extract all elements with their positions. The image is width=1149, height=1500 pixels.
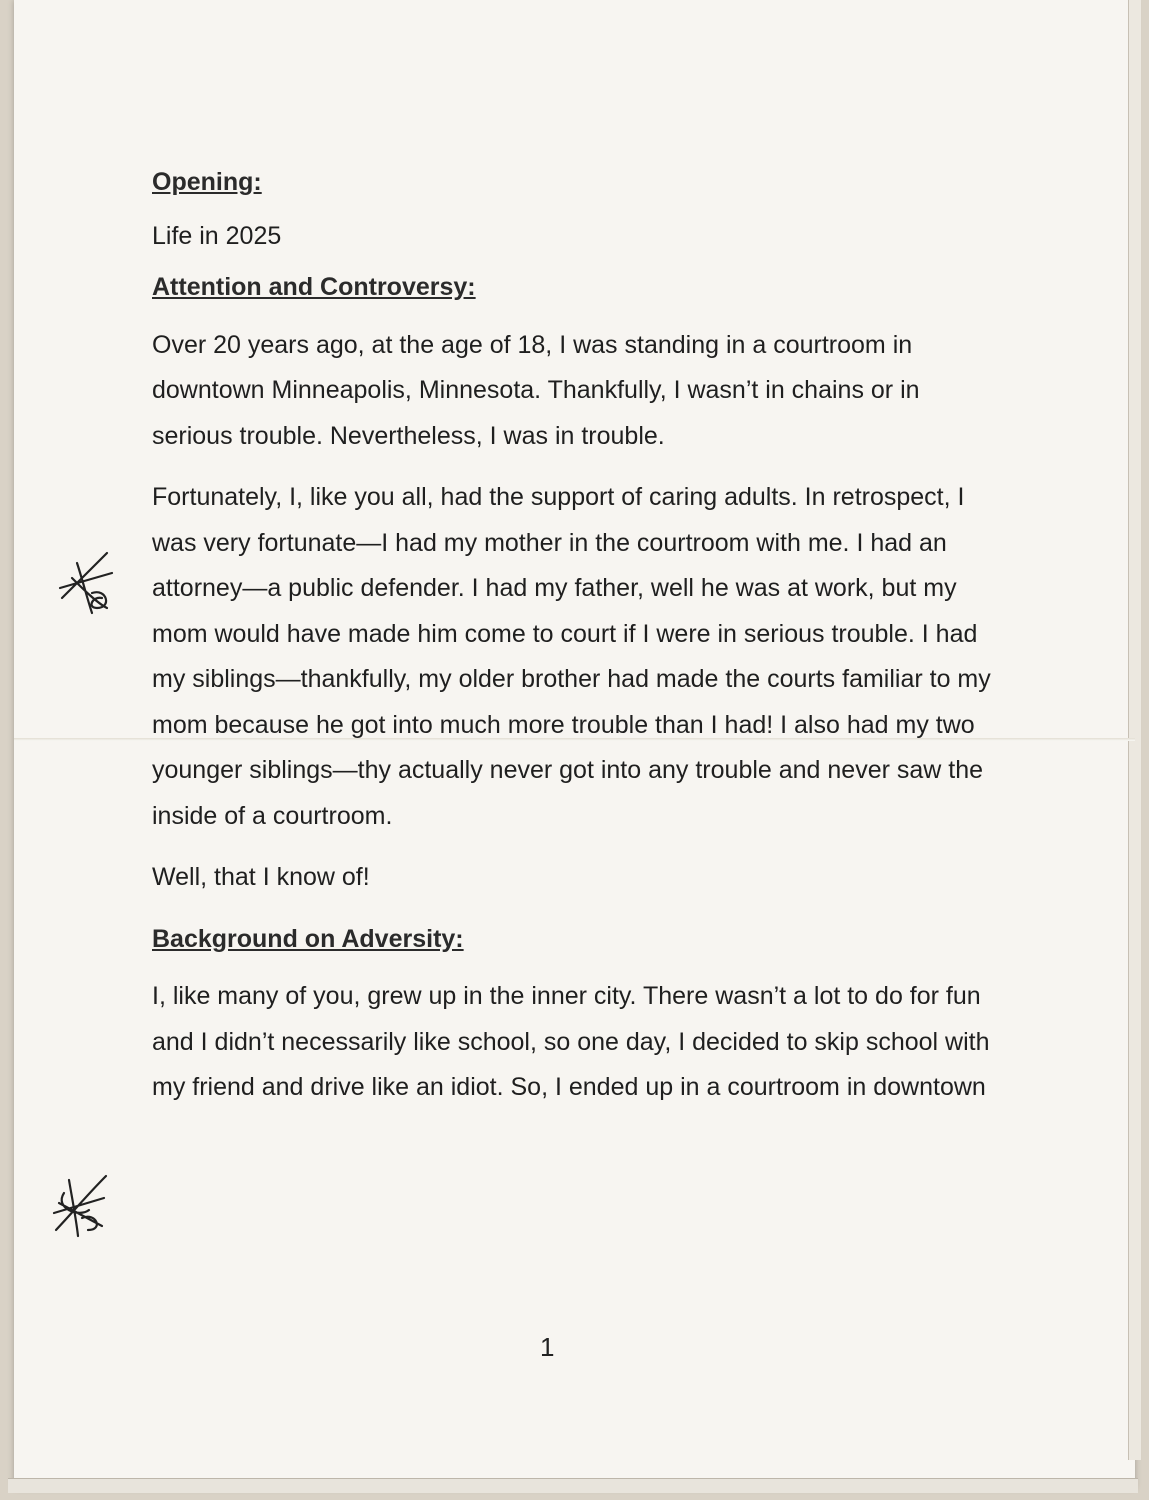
handwritten-star-mark-icon (52, 548, 122, 618)
document-body (152, 160, 992, 1127)
paper-stack-edge (1128, 0, 1141, 1460)
page-number: 1 (540, 1332, 555, 1362)
heading-background: Background on Adversity: (152, 924, 464, 953)
attention-paragraph-3: Well, that I know of! (152, 863, 370, 891)
opening-text: Life in 2025 (152, 221, 282, 250)
handwritten-star-mark-icon (44, 1168, 114, 1238)
background-paragraph-1: I, like many of you, grew up in the inner city. There wasn’t a lot to do for fun and I didn’t necessarily like school, so one day, I decided to skip school with my friend and drive like an idiot. So, I ended up in a courtroom in downtown (152, 982, 990, 1101)
attention-paragraph-1: Over 20 years ago, at the age of 18, I was standing in a courtroom in downtown Minneapolis, Minnesota. Thankfully, I wasn’t in chains or in serious trouble. Nevertheless, I was in trouble. (152, 330, 920, 450)
attention-paragraph-2: Fortunately, I, like you all, had the support of caring adults. In retrospect, I was very fortunate—I had my mother in the courtroom with me. I had an attorney—a public defender. I had my father, well he was at work, but my mom would have made him come to court if I were in serious trouble. I had my siblings—thankfully, my older brother had made the courts familiar to my mom because he got into much more trouble than I had! I also had my two younger siblings—thy actually never got into any trouble and never saw the inside of a courtroom. (152, 483, 991, 830)
heading-attention: Attention and Controversy: (152, 273, 476, 301)
heading-opening: Opening: (152, 168, 262, 196)
paper-bottom-edge (8, 1478, 1138, 1493)
